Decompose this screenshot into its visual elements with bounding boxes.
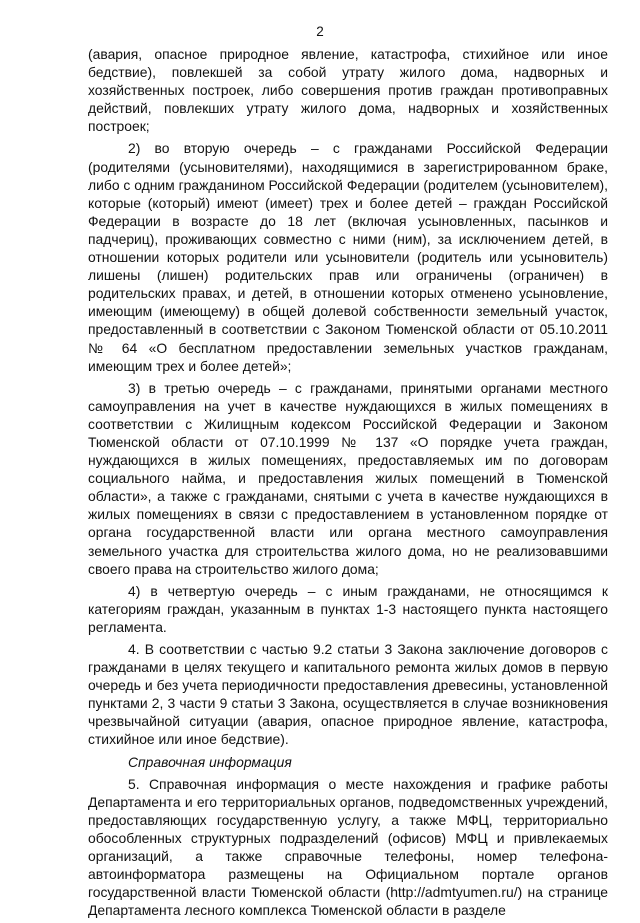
paragraph-continuation: (авария, опасное природное явление, катастрофа, стихийное или иное бедствие), повлекшей за собой утрату жилого дома, надворных и хозяйственных построек, либо совершения против граждан противоправных действий, повлекших утрату жилого дома, надворных и хозяйственных построек;	[88, 46, 608, 135]
paragraph-5: 5. Справочная информация о месте нахождения и графике работы Департамента и его территориальных органов, подведомственных учреждений, предоставляющих государственную услугу, а также МФЦ, территориально обособленных структурных подразделений (офисов) МФЦ и привлекаемых организаций, а также справочные телефоны, номер телефона-автоинформатора размещены на Официальном портале органов государственной власти Тюменской области (http://admtyumen.ru/) на странице Департамента лесного комплекса Тюменской области в разделе	[88, 775, 608, 919]
page-number: 2	[316, 24, 324, 39]
paragraph-third-queue: 3) в третью очередь – с гражданами, принятыми органами местного самоуправления на учет в качестве нуждающихся в жилых помещениях в соответствии с Жилищным кодексом Российской Федерации и Законом Тюменской области от 07.10.1999 № 137 «О порядке учета граждан, нуждающихся в жилых помещениях, предоставляемых им по договорам социального найма, и предоставления жилых помещений в Тюменской области», а также с гражданами, снятыми с учета в качестве нуждающихся в жилых помещениях в связи с предоставлением в установленном порядке от органа государственной власти или органа местного самоуправления земельного участка для строительства жилого дома, но не реализовавшими своего права на строительство жилого дома;	[88, 379, 608, 577]
paragraph-second-queue: 2) во вторую очередь – с гражданами Российской Федерации (родителями (усыновителями), находящимися в зарегистрированном браке, либо с одним гражданином Российской Федерации (родителем (усыновителем), которые (который) имеют (имеет) трех и более детей – граждан Российской Федерации в возрасте до 18 лет (включая усыновленных, пасынков и падчериц), проживающих совместно с ними (ним), за исключением детей, в отношении которых родители или усыновители (родитель или усыновитель) лишены (лишен) родительских прав или ограничены (ограничен) в родительских правах, и детей, в отношении которых отменено усыновление, имеющим (имеющему) в общей долевой собственности земельный участок, предоставленный в соответствии с Законом Тюменской области от 05.10.2011 № 64 «О бесплатном предоставлении земельных участков гражданам, имеющим трех и более детей»;	[88, 140, 608, 374]
document-body	[88, 45, 608, 923]
paragraph-fourth-queue: 4) в четвертую очередь – с иным гражданами, не относящимся к категориям граждан, указанным в пунктах 1-3 настоящего пункта настоящего регламента.	[88, 582, 608, 635]
paragraph-4: 4. В соответствии с частью 9.2 статьи 3 Закона заключение договоров с гражданами в целях текущего и капитального ремонта жилых домов в первую очередь и без учета периодичности предоставления древесины, установленной пунктами 2, 3 части 9 статьи 3 Закона, осуществляется в случае возникновения чрезвычайной ситуации (авария, опасное природное явление, катастрофа, стихийное или иное бедствие).	[88, 641, 608, 748]
section-heading: Справочная информация	[128, 753, 292, 770]
